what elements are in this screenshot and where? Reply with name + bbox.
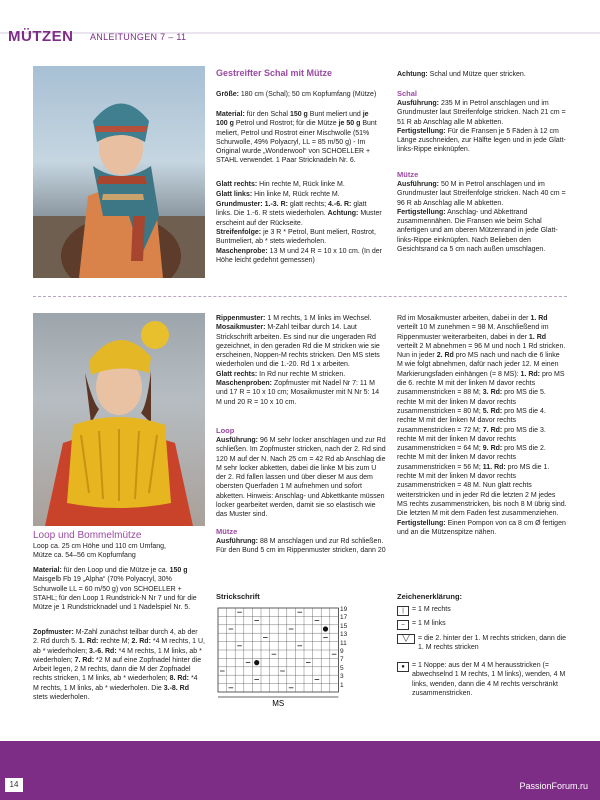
chart-row-label: 3 — [340, 673, 344, 681]
legend-symbol-purl: – — [397, 620, 409, 630]
bottom-muetze-heading: Mütze — [216, 527, 238, 536]
chart-bobble-mark — [254, 660, 259, 665]
photo-illustration-loop — [33, 313, 205, 526]
legend-symbol-cross: ╲╱ — [397, 634, 415, 644]
scarf-maschenprobe: Maschenprobe: 13 M und 24 R = 10 x 10 cm. (In der Höhe leicht gedehnt gemessen) — [216, 248, 382, 265]
chart-row-label: 11 — [340, 639, 347, 647]
chart-heading: Strickschrift — [216, 592, 260, 601]
chart-row-label: 19 — [340, 606, 348, 613]
section-subtitle: ANLEITUNGEN 7 – 11 — [90, 32, 187, 42]
legend-heading: Zeichenerklärung: — [397, 592, 463, 601]
chart-row-label: 7 — [340, 656, 344, 664]
section-divider — [33, 296, 567, 297]
loop-material: Material: für den Loop und die Mütze je ca. 150 g Maisgelb Fb 19 „Alpha“ (70% Polyacryl, 30% Schurwolle LL = 60 m/50 g) von SCHOELLER + STAHL; für den Loop 1 Rundstrick-N Nr 7 und für die Mütze je 1 Rundstricknadel und 1 Nadelspiel Nr. 5. — [33, 567, 197, 612]
muetze-instructions: Ausführung: 50 M in Petrol anschlagen und im Grundmuster laut Streifenfolge stricken. Nach 40 cm = 96 R ab Anschlag alle M abketten. Fertigstellung: Anschlag- und Abkettrand zusammennähen. Die Fransen wie beim Schal anfertigen und am oberen Mützenrand in jede Glatt-links-Rippe einknüpfen. Nach Belieben den Gesichtsrand ca 5 cm nach außen umschlagen. — [397, 181, 566, 254]
schal-heading: Schal — [397, 89, 418, 98]
scarf-size: Größe: 180 cm (Schal); 50 cm Kopfumfang (Mütze) — [216, 91, 377, 98]
muetze-heading: Mütze — [397, 170, 419, 179]
chart-row-label: 9 — [340, 648, 344, 655]
scarf-material: Material: für den Schal 150 g Bunt meliert und je 100 g Petrol und Rostrot; für die Mütze je 50 g Bunt meliert, Petrol und Rostrot einer Mischwolle (51% Schurwolle, 49% Polyacryl, LL = 85 m/50 g) - Im Original wurde „Wonderwool“ von SCHOELLER + STAHL verwendet. 1 Paar Stricknadeln Nr. 6. — [216, 111, 377, 165]
scarf-note: Achtung: Schal und Mütze quer stricken. — [397, 71, 526, 78]
chart-repeat-label: MS — [272, 699, 285, 708]
loop-instructions: Ausführung: 96 M sehr locker anschlagen und zur Rd schließen. Im Zopfmuster stricken, nach der 2. Rd sind 120 M auf der N. Nach 25 cm = 42 Rd ab Anschlag die M sehr locker abketten, dabei die linke M bis zum U der 2. Rd fallen lassen und über dieser M aus dem obersten Querfaden 1 M aufnehmen und sofort abketten. Hinweis: Anschlag- und Abkettkante müssen locker gearbeitet werden, damit sie so elastisch wie das Muster sind. — [216, 437, 386, 519]
scarf-glatt-rechts: Glatt rechts: Hin rechte M, Rück linke M. — [216, 181, 345, 188]
legend-symbol-bobble: ● — [397, 662, 409, 672]
loop-zopfmuster: Zopfmuster: M-Zahl zunächst teilbar durch 4, ab der 2. Rd durch 5. 1. Rd: rechte M; 2. Rd: *4 M rechts, 1 U, ab * wiederholen; 3.-6. Rd: *4 M rechts, 1 M links, ab * wiederholen; 7. Rd: *2 M auf eine Zopfnadel hinter die Arbeit legen, 2 M rechts, dann die M der Zopfnadel rechts stricken, 1 M links, ab * wiederholen; 8. Rd: *4 M rechts, 1 M links, ab * wiederholen. Die 3.-8. Rd stets wiederholen. — [33, 629, 205, 702]
legend-item-knit: = 1 M rechts — [412, 606, 451, 613]
legend-item-bobble: = 1 Noppe: aus der M 4 M herausstricken (= abwechselnd 1 M rechts, 1 M links), wenden, 4 M links, wenden, dann die 4 M rechts verschränkt zusammenstricken. — [412, 662, 566, 697]
scarf-glatt-links: Glatt links: Hin linke M, Rück rechte M. — [216, 191, 340, 198]
photo-illustration-scarf — [33, 66, 205, 278]
scarf-grundmuster: Grundmuster: 1.-3. R: glatt rechts; 4.-6. R: glatt links. Die 1.-6. R stets wiederholen. Achtung: Muster erscheint auf der Rückseite. — [216, 201, 382, 227]
legend-item-cross: = die 2. hinter der 1. M rechts stricken, dann die 1. M rechts stricken — [418, 635, 567, 652]
knitting-chart-grid — [216, 606, 376, 716]
chart-row-label: 1 — [340, 681, 344, 689]
footer-brand: PassionForum.ru — [519, 781, 588, 791]
bottom-muetze-instructions: Ausführung: 88 M anschlagen und zur Rd schließen. Für den Bund 5 cm im Rippenmuster stricken, dann 20 — [216, 538, 386, 555]
chart-row-label: 17 — [340, 614, 348, 622]
knitting-chart — [216, 606, 376, 721]
chart-row-label: 15 — [340, 622, 348, 630]
bommel-instructions: Rd im Mosaikmuster arbeiten, dabei in der 1. Rd verteilt 10 M zunehmen = 98 M. Anschließend im Rippenmuster weiterarbeiten, dabei in der 1. Rd verteilt 2 M abnehmen = 96 M und noch 1 Rd stricken. Nun in jeder 2. Rd pro MS nach und nach die 6 linke M wie folgt abnehmen, dafür nach jeder 12. M einen Markierungsfaden einhängen (= 8 MS): 1. Rd: pro MS die 6. rechte M mit der linken M davor rechts zusammenstricken = 88 M; 3. Rd: pro MS die 5. rechte M mit der linken M davor rechts zusammenstricken = 80 M; 5. Rd: pro MS die 4. rechte M mit der linken M davor rechts zusammenstricken = 72 M; 7. Rd: pro MS die 3. rechte M mit der linken M davor rechts zusammenstricken = 64 M; 9. Rd: pro MS die 2. rechte M mit der linken M davor rechts zusammenstricken = 56 M; 11. Rd: pro MS die 1. rechte M mit der linken M davor rechts zusammenstricken = 48 M. Nun glatt rechts weiterstricken und in jeder Rd die letzten 2 M jedes MS rechts zusammenstricken, bis noch 8 M übrig sind. Die letzten M mit dem Faden fest zusammenziehen. Fertigstellung: Einen Pompon von ca 8 cm Ø fertigen und an die Mützenspitze nähen. — [397, 315, 567, 536]
legend-symbol-knit: | — [397, 606, 409, 616]
loop-patterns: Rippenmuster: 1 M rechts, 1 M links im Wechsel. Mosaikmuster: M-Zahl teilbar durch 14. Laut Strickschrift arbeiten. Es sind nur die ungeraden Rd gezeichnet, in den geraden Rd die M stricken wie sie erscheinen, Noppen-M rechts stricken. Den MS stets wiederholen und die 1.-20. Rd 1 x arbeiten. Glatt rechts: In Rd nur rechte M stricken. Maschenproben: Zopfmuster mit Nadel Nr 7: 11 M und 17 R = 10 x 10 cm; Mosaikmuster mit N Nr 5: 14 M und 20 R = 10 x 10 cm. — [216, 315, 380, 406]
photo-loop-bobble-hat — [33, 313, 205, 526]
page-footer — [0, 741, 600, 800]
page-number: 14 — [5, 778, 23, 792]
chart-row-label: 5 — [340, 664, 344, 672]
legend-item-purl: = 1 M links — [412, 620, 446, 627]
page-header — [0, 0, 600, 46]
article-heading-scarf: Gestreifter Schal mit Mütze — [216, 68, 333, 78]
schal-instructions: Ausführung: 235 M in Petrol anschlagen und im Grundmuster laut Streifenfolge stricken. Nach 21 cm = 51 R ab Anschlag alle M abketten. Fertigstellung: Für die Fransen je 5 Fäden à 12 cm Länge zuschneiden, zur Hälfte legen und in jede Glatt-links-Rippe einknüpfen. — [397, 100, 566, 154]
scarf-streifenfolge: Streifenfolge: je 3 R * Petrol, Bunt meliert, Rostrot, Buntmeliert, ab * stets wiederholen. — [216, 229, 376, 246]
section-title: MÜTZEN — [8, 28, 74, 45]
chart-row-label: 13 — [340, 631, 348, 639]
photo-striped-scarf — [33, 66, 205, 278]
chart-bobble-mark — [323, 626, 328, 631]
loop-heading: Loop — [216, 426, 235, 435]
loop-size: Loop ca. 25 cm Höhe und 110 cm Umfang, Mütze ca. 54–56 cm Kopfumfang — [33, 543, 166, 560]
article-heading-loop: Loop und Bommelmütze — [33, 530, 142, 541]
